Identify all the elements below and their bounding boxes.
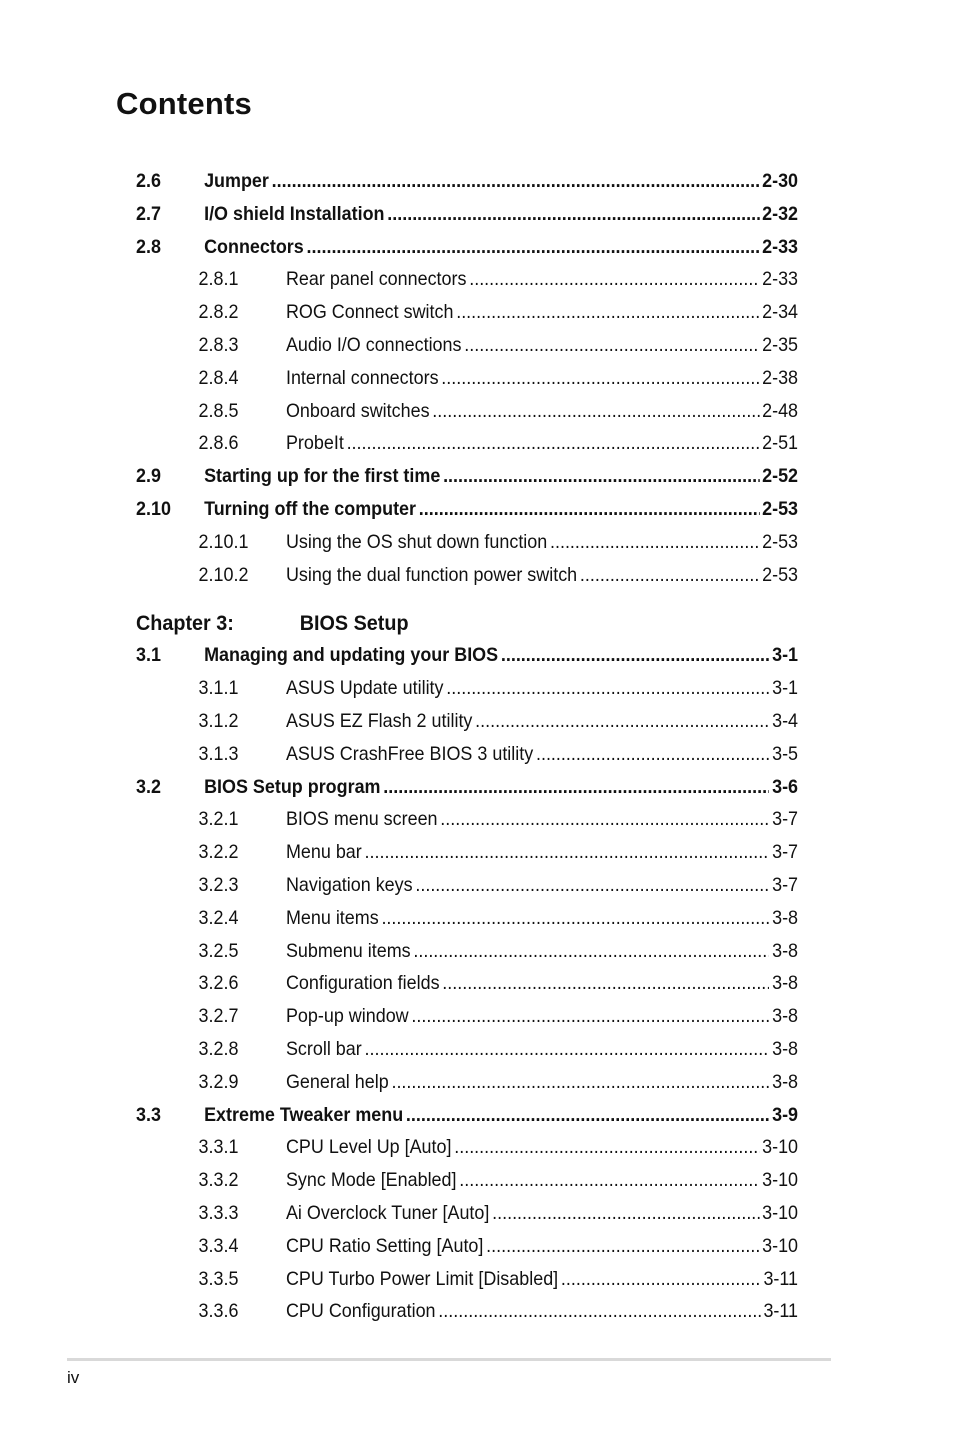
toc-entry-title: Configuration fields <box>285 972 440 995</box>
toc-entry-page: 3-6 <box>772 775 799 798</box>
toc-subsection-entry[interactable] <box>136 705 798 738</box>
toc-entry-number: 3.1.3 <box>198 742 239 765</box>
toc-entry-title: Menu bar <box>285 841 362 864</box>
toc-entry-title: Scroll bar <box>285 1037 362 1060</box>
dot-leader <box>580 559 759 592</box>
dot-leader <box>492 1197 759 1230</box>
dot-leader <box>432 395 759 428</box>
toc-entry-page: 2-34 <box>762 301 799 324</box>
toc-entry-line <box>286 296 798 329</box>
toc-entry-title: Onboard switches <box>285 399 430 422</box>
dot-leader <box>501 639 769 672</box>
toc-section-entry[interactable] <box>136 231 798 264</box>
toc-subsection-entry[interactable] <box>136 263 798 296</box>
toc-entry-page: 2-33 <box>762 235 799 258</box>
toc-entry-title: I/O shield Installation <box>204 202 385 225</box>
toc-entry-line <box>286 395 798 428</box>
toc-subsection-entry[interactable] <box>136 296 798 329</box>
toc-entry-line <box>286 1164 798 1197</box>
dot-leader <box>438 1295 760 1328</box>
toc-entry-line <box>286 559 798 592</box>
dot-leader <box>406 1099 769 1132</box>
toc-section-entry[interactable] <box>136 639 798 672</box>
toc-entry-number: 3.1.2 <box>198 709 239 732</box>
toc-entry-number: 3.3.6 <box>198 1300 239 1323</box>
toc-entry-line <box>286 427 798 460</box>
dot-leader <box>272 165 760 198</box>
toc-entry-number: 2.10.2 <box>198 563 249 586</box>
toc-entry-title: ROG Connect switch <box>285 301 454 324</box>
chapter-title: BIOS Setup <box>299 611 409 636</box>
toc-subsection-entry[interactable] <box>136 427 798 460</box>
toc-entry-page: 2-53 <box>762 497 799 520</box>
toc-entry-number: 3.2.9 <box>198 1070 239 1093</box>
toc-subsection-entry[interactable] <box>136 1000 798 1033</box>
toc-entry-page: 3-8 <box>772 939 799 962</box>
toc-entry-title: ASUS CrashFree BIOS 3 utility <box>285 742 534 765</box>
toc-entry-title: CPU Turbo Power Limit [Disabled] <box>285 1267 559 1290</box>
toc-entry-number: 2.6 <box>136 170 161 192</box>
dot-leader <box>415 869 769 902</box>
toc-entry-line <box>286 1197 798 1230</box>
toc-entry-line <box>286 526 798 559</box>
toc-entry-number: 3.2 <box>136 775 161 798</box>
toc-entry-page: 3-10 <box>762 1169 799 1192</box>
toc-entry-number: 3.2.8 <box>198 1037 239 1060</box>
dot-leader <box>550 526 759 559</box>
toc-entry-page: 3-5 <box>772 742 799 765</box>
toc-entry-title: Navigation keys <box>285 873 413 896</box>
toc-entry-title: Turning off the computer <box>204 497 417 520</box>
toc-entry-number: 2.8.2 <box>198 301 239 324</box>
toc-entry-page: 3-9 <box>772 1103 799 1126</box>
toc-entry-line <box>204 1099 798 1132</box>
toc-entry-line <box>204 460 798 493</box>
toc-entry-number: 3.1 <box>136 644 161 667</box>
toc-entry-title: Managing and updating your BIOS <box>204 644 499 667</box>
toc-entry-page: 3-11 <box>763 1300 799 1323</box>
toc-subsection-entry[interactable] <box>136 1033 798 1066</box>
toc-entry-number: 3.3.5 <box>198 1267 239 1290</box>
toc-subsection-entry[interactable] <box>136 935 798 968</box>
toc-entry-page: 2-30 <box>762 170 799 192</box>
toc-entry-number: 3.3.4 <box>198 1234 239 1257</box>
toc-entry-line <box>286 935 798 968</box>
dot-leader <box>442 967 769 1000</box>
toc-entry-number: 3.3 <box>136 1103 161 1126</box>
toc-subsection-entry[interactable] <box>136 803 798 836</box>
toc-entry-page: 3-7 <box>772 841 799 864</box>
toc-entry-page: 2-53 <box>762 563 799 586</box>
toc-entry-page: 3-11 <box>763 1267 799 1290</box>
footer-divider <box>67 1358 831 1361</box>
toc-entry-page: 2-48 <box>762 399 799 422</box>
toc-subsection-entry[interactable] <box>136 559 798 592</box>
toc-entry-page: 3-4 <box>772 709 799 732</box>
toc-entry-title: Menu items <box>285 906 379 929</box>
toc-entry-number: 3.3.1 <box>198 1136 239 1159</box>
toc-entry-number: 3.2.1 <box>198 808 239 831</box>
toc-entry-line <box>204 231 798 264</box>
toc-subsection-entry[interactable] <box>136 1131 798 1164</box>
toc-entry-line <box>286 869 798 902</box>
toc-subsection-entry[interactable] <box>136 1066 798 1099</box>
toc-entry-line <box>204 198 798 231</box>
toc-entry-line <box>286 1131 798 1164</box>
toc-section-entry[interactable] <box>136 198 798 231</box>
toc-entry-title: Extreme Tweaker menu <box>204 1103 404 1126</box>
toc-entry-title: Starting up for the first time <box>204 465 441 488</box>
toc-entry-title: Jumper <box>204 170 269 192</box>
dot-leader <box>365 1033 770 1066</box>
toc-subsection-entry[interactable] <box>136 738 798 771</box>
toc-subsection-entry[interactable] <box>136 672 798 705</box>
toc-entry-line <box>286 329 798 362</box>
toc-entry-title: CPU Level Up [Auto] <box>285 1136 452 1159</box>
toc-entry-line <box>286 1295 798 1328</box>
toc-entry-line <box>286 803 798 836</box>
toc-entry-line <box>286 362 798 395</box>
toc-subsection-entry[interactable] <box>136 967 798 1000</box>
toc-entry-title: ASUS Update utility <box>285 677 444 700</box>
toc-entry-title: Submenu items <box>285 939 411 962</box>
toc-entry-title: General help <box>285 1070 389 1093</box>
toc-section-entry[interactable] <box>136 1099 798 1132</box>
toc-entry-page: 3-7 <box>772 873 799 896</box>
dot-leader <box>413 935 769 968</box>
dot-leader <box>446 672 769 705</box>
dot-leader <box>387 198 759 231</box>
toc-entry-number: 3.2.5 <box>198 939 239 962</box>
toc-entry-line <box>286 967 798 1000</box>
toc-subsection-entry[interactable] <box>136 1230 798 1263</box>
toc-entry-title: CPU Ratio Setting [Auto] <box>285 1234 484 1257</box>
toc-subsection-entry[interactable] <box>136 1263 798 1296</box>
toc-entry-title: Connectors <box>204 235 304 258</box>
toc-entry-number: 2.9 <box>136 465 161 488</box>
dot-leader <box>561 1263 761 1296</box>
toc-subsection-entry[interactable] <box>136 1295 798 1328</box>
dot-leader <box>307 231 760 264</box>
toc-entry-line <box>286 263 798 296</box>
toc-entry-page: 3-1 <box>772 677 799 700</box>
toc-entry-title: ASUS EZ Flash 2 utility <box>285 709 473 732</box>
toc-entry-number: 2.8.6 <box>198 432 239 455</box>
dot-leader <box>365 836 770 869</box>
toc-entry-line <box>204 493 798 526</box>
toc-entry-page: 2-38 <box>762 366 799 389</box>
toc-section-entry[interactable] <box>136 771 798 804</box>
toc-entry-line <box>286 836 798 869</box>
toc-section-chapter-3 <box>136 639 798 1328</box>
dot-leader <box>381 902 769 935</box>
dot-leader <box>459 1164 759 1197</box>
toc-subsection-entry[interactable] <box>136 1164 798 1197</box>
toc-entry-page: 3-8 <box>772 972 799 995</box>
toc-entry-page: 3-8 <box>772 1005 799 1028</box>
dot-leader <box>469 263 759 296</box>
toc-entry-title: ProbeIt <box>285 432 344 455</box>
toc-entry-title: BIOS Setup program <box>204 775 381 798</box>
toc-entry-title: Pop-up window <box>285 1005 409 1028</box>
dot-leader <box>419 493 760 526</box>
toc-subsection-entry[interactable] <box>136 395 798 428</box>
toc-entry-line <box>204 639 798 672</box>
dot-leader <box>391 1066 769 1099</box>
toc-entry-page: 3-10 <box>762 1136 799 1159</box>
toc-entry-page: 2-52 <box>762 465 799 488</box>
toc-entry-page: 2-53 <box>762 530 799 553</box>
toc-entry-page: 3-8 <box>772 1070 799 1093</box>
toc-section-entry[interactable] <box>136 460 798 493</box>
dot-leader <box>536 738 769 771</box>
toc-entry-number: 3.2.4 <box>198 906 239 929</box>
dot-leader <box>411 1000 769 1033</box>
dot-leader <box>464 329 759 362</box>
toc-subsection-entry[interactable] <box>136 362 798 395</box>
dot-leader <box>440 803 769 836</box>
toc-entry-page: 3-1 <box>772 644 799 667</box>
toc-entry-line <box>286 902 798 935</box>
toc-entry-page: 3-8 <box>772 906 799 929</box>
toc-entry-title: CPU Configuration <box>285 1300 436 1323</box>
toc-subsection-entry[interactable] <box>136 526 798 559</box>
toc-entry-page: 3-10 <box>762 1201 799 1224</box>
dot-leader <box>454 1131 759 1164</box>
toc-entry-number: 3.2.6 <box>198 972 239 995</box>
toc-entry-number: 2.8 <box>136 235 161 258</box>
toc-entry-line <box>286 1263 798 1296</box>
dot-leader <box>456 296 759 329</box>
toc-entry-number: 3.2.2 <box>198 841 239 864</box>
toc-entry-number: 2.8.1 <box>198 268 239 291</box>
toc-entry-line <box>286 672 798 705</box>
toc-entry-line <box>286 1000 798 1033</box>
toc-entry-page: 2-51 <box>762 432 799 455</box>
toc-entry-page: 2-35 <box>762 333 799 356</box>
toc-section-entry[interactable] <box>136 165 798 198</box>
dot-leader <box>443 460 759 493</box>
toc-entry-title: Internal connectors <box>285 366 439 389</box>
toc-subsection-entry[interactable] <box>136 1197 798 1230</box>
dot-leader <box>486 1230 759 1263</box>
toc-entry-line <box>286 705 798 738</box>
toc-entry-title: BIOS menu screen <box>285 808 438 831</box>
toc-entry-line <box>286 738 798 771</box>
toc-entry-page: 2-32 <box>762 202 799 225</box>
table-of-contents <box>136 165 798 1328</box>
toc-entry-line <box>286 1066 798 1099</box>
chapter-label: Chapter 3: <box>136 611 234 636</box>
toc-entry-line <box>286 1230 798 1263</box>
toc-entry-number: 3.3.3 <box>198 1201 239 1224</box>
toc-section-chapter-2 <box>136 165 798 591</box>
dot-leader <box>441 362 759 395</box>
toc-entry-title: Using the dual function power switch <box>285 563 578 586</box>
toc-section-entry[interactable] <box>136 493 798 526</box>
toc-entry-title: Sync Mode [Enabled] <box>285 1169 457 1192</box>
toc-entry-line <box>204 165 798 198</box>
toc-entry-number: 2.7 <box>136 202 161 225</box>
toc-entry-number: 2.8.5 <box>198 399 239 422</box>
page-number: iv <box>67 1368 80 1387</box>
toc-subsection-entry[interactable] <box>136 329 798 362</box>
dot-leader <box>383 771 769 804</box>
toc-entry-number: 2.8.4 <box>198 366 239 389</box>
toc-entry-number: 2.10 <box>136 497 171 520</box>
toc-entry-title: Ai Overclock Tuner [Auto] <box>285 1201 490 1224</box>
toc-entry-line <box>204 771 798 804</box>
toc-entry-number: 3.2.3 <box>198 873 239 896</box>
page-title: Contents <box>116 86 252 121</box>
toc-entry-number: 2.8.3 <box>198 333 239 356</box>
toc-entry-page: 3-7 <box>772 808 799 831</box>
toc-entry-title: Rear panel connectors <box>285 268 467 291</box>
toc-entry-page: 3-10 <box>762 1234 799 1257</box>
toc-entry-number: 3.3.2 <box>198 1169 239 1192</box>
toc-entry-page: 3-8 <box>772 1037 799 1060</box>
toc-subsection-entry[interactable] <box>136 902 798 935</box>
toc-entry-title: Audio I/O connections <box>285 333 462 356</box>
toc-entry-title: Using the OS shut down function <box>285 530 548 553</box>
chapter-heading[interactable] <box>136 591 798 639</box>
toc-subsection-entry[interactable] <box>136 869 798 902</box>
toc-subsection-entry[interactable] <box>136 836 798 869</box>
toc-entry-number: 3.1.1 <box>198 677 239 700</box>
toc-entry-line <box>286 1033 798 1066</box>
toc-entry-number: 3.2.7 <box>198 1005 239 1028</box>
dot-leader <box>475 705 769 738</box>
toc-entry-number: 2.10.1 <box>198 530 249 553</box>
dot-leader <box>347 427 760 460</box>
toc-entry-page: 2-33 <box>762 268 799 291</box>
